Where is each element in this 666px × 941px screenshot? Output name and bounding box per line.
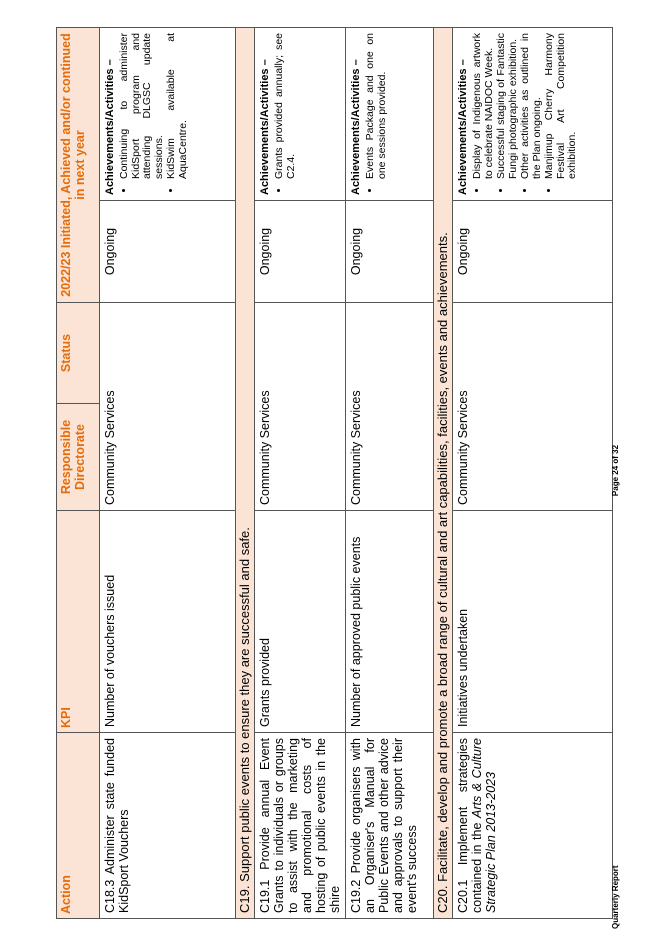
list-item: • KidSwim available at AquaCentre. — [166, 33, 189, 179]
status-cell: Ongoing — [346, 201, 434, 303]
section-title: C20. Facilitate, develop and promote a broad range of cultural and art capabilities, facilities, events and achievements. — [434, 27, 453, 918]
responsible-cell: Community Services — [453, 303, 613, 511]
header-action: Action — [57, 733, 100, 919]
achievements-title: Achievements/Activities – — [104, 59, 116, 195]
action-cell: C18.3 Administer state funded KidSport Vouchers — [100, 733, 236, 919]
responsible-cell: Community Services — [346, 303, 434, 511]
header-kpi: KPI — [57, 511, 100, 733]
table-row — [346, 27, 434, 918]
achievements-cell — [346, 27, 434, 200]
kpi-cell: Number of approved public events — [346, 511, 434, 733]
plan-title: Arts & Culture Strategic Plan 2013-2023 — [470, 738, 498, 913]
section-row — [434, 27, 453, 918]
footer-report: Quarterly Report — [611, 865, 620, 929]
section-row — [236, 27, 255, 918]
status-cell: Ongoing — [453, 201, 613, 303]
action-cell — [453, 733, 613, 919]
kpi-cell: Number of vouchers issued — [100, 511, 236, 733]
header-initiated: 2022/23 Initiated, Achieved and/or continued in next year — [57, 27, 100, 302]
action-text: C20.1 Implement strategies contained in the — [456, 738, 484, 913]
list-item: • Grants provided annually; see C2.4. — [274, 33, 297, 179]
kpi-cell: Grants provided — [255, 511, 346, 733]
achievements-cell — [100, 27, 236, 200]
responsible-cell: Community Services — [255, 303, 346, 511]
achievements-title: Achievements/Activities – — [350, 59, 362, 195]
footer-page-number: Page 24 of 32 — [611, 444, 620, 497]
table-row — [100, 27, 236, 918]
table-row — [255, 27, 346, 918]
header-status: Status — [57, 303, 100, 404]
achievements-title: Achievements/Activities – — [259, 59, 271, 195]
action-cell: C19.1 Provide annual Event Grants to individuals or groups to assist with the marketing and promotional costs of hosting of public events in the shire — [255, 733, 346, 919]
responsible-cell: Community Services — [100, 303, 236, 511]
action-cell: C19.2 Provide organisers with an Organiser's Manual for Public Events and other advice and approvals to support their event's success — [346, 733, 434, 919]
kpi-cell: Initiatives undertaken — [453, 511, 613, 733]
list-item: • Successful staging of Fantastic Fungi photographic exhibition. — [496, 33, 519, 179]
header-responsible: Responsible Directorate — [57, 404, 100, 511]
list-item: • Other activities as outlined in the Plan ongoing. — [520, 33, 543, 179]
table-row — [453, 27, 613, 918]
list-item: • Display of Indigenous artwork to celebrate NAIDOC Week. — [472, 33, 495, 179]
achievements-cell — [453, 27, 613, 200]
list-item: • Events Package and one on one sessions provided. — [365, 33, 388, 179]
plan-table — [56, 27, 613, 919]
status-cell: Ongoing — [255, 201, 346, 303]
list-item: • Manjimup Cherry Harmony Festival Art Competition exhibition. — [544, 33, 579, 179]
status-cell: Ongoing — [100, 201, 236, 303]
header-row — [57, 27, 100, 918]
achievements-cell — [255, 27, 346, 200]
list-item: • Continuing to administer KidSport program and attending DLGSC update sessions. — [119, 33, 165, 179]
section-title: C19. Support public events to ensure they are successful and safe. — [236, 27, 255, 918]
achievements-title: Achievements/Activities – — [457, 59, 469, 195]
